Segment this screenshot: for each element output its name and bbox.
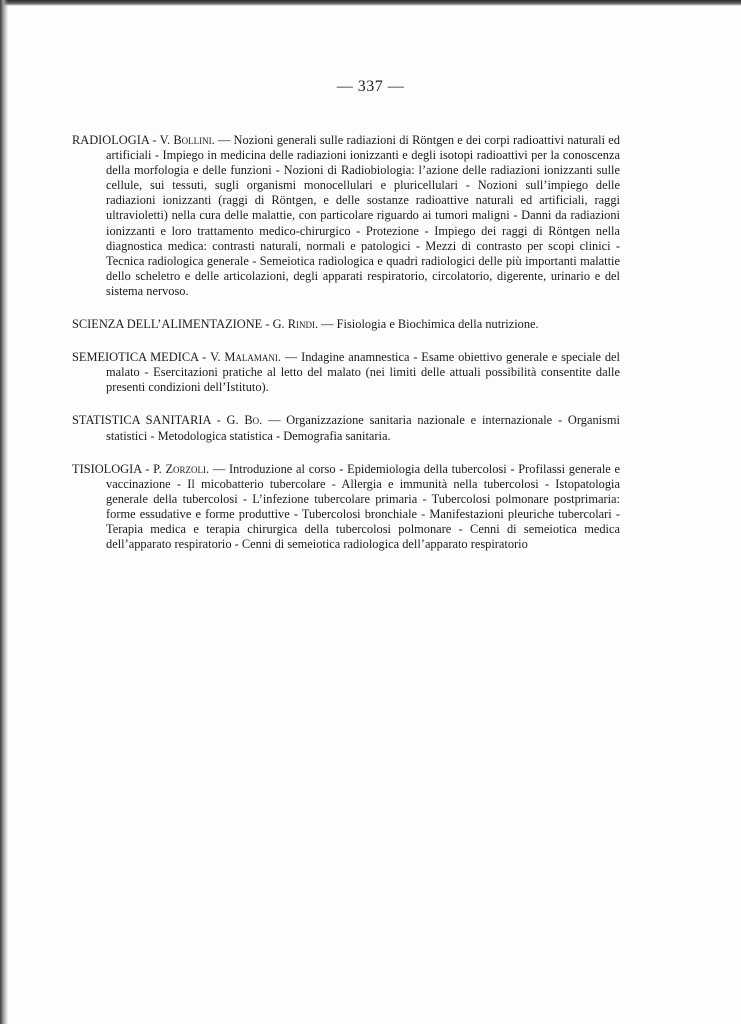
separator: - <box>262 317 273 332</box>
course-subject: SCIENZA DELL’ALIMENTAZIONE <box>72 317 263 332</box>
dash: — <box>281 350 302 365</box>
separator: - <box>141 461 154 476</box>
course-description: Fisiologia e Biochimica della nutrizione. <box>336 317 539 332</box>
course-description: Nozioni generali sulle radiazioni di Röntgen e dei corpi radioattivi naturali ed artificiali - Impiego in medicina delle radiazioni ionizzanti e degli isotopi radioattivi per la conoscenza della morfologia e delle funzioni - Nozioni di Radiobiologia: l’azione delle radiazioni ionizzanti sulle cellule, sui tessuti, sugli organismi monocellulari e pluricellulari - Nozioni sull’impiego delle radiazioni ionizzanti (raggi di Röntgen, e delle sostanze radioattive naturali ed artificiali, raggi ultravioletti) nella cura delle malattie, con particolare riguardo ai tumori maligni - Danni da radiazioni ionizzanti e loro trattamento medico-chirurgico - Protezione - Impiego dei raggi di Röntgen nella diagnostica medica: contrasti naturali, normali e patologici - Mezzi di contrasto per scopi clinici - Tecnica radiologica generale - Semeiotica radiologica e quadri radiologici delle più importanti malattie dello scheletro e delle articolazioni, degli apparati respiratorio, circolatorio, digerente, urinario e del sistema nervoso. <box>106 133 620 298</box>
separator: - <box>210 413 227 428</box>
course-teacher: G. Rindi. <box>272 317 319 332</box>
page-number: — 337 — <box>336 78 405 95</box>
course-description: Introduzione al corso - Epidemiologia della tubercolosi - Profilassi generale e vaccinazione - Il micobatterio tubercolare - Allergia e immunità nella tubercolosi - Istopatologia generale della tubercolosi - L’infezione tubercolare primaria - Tubercolosi polmonare postprimaria: forme essudative e forme produttive - Tubercolosi bronchiale - Manifestazioni pleuriche tubercolari - Terapia medica e terapia chirurgica della tubercolosi polmonare - Cenni di semeiotica medica dell’apparato respiratorio - Cenni di semeiotica radiologica dell’apparato respiratorio <box>106 461 620 552</box>
separator: - <box>198 350 211 365</box>
dash: — <box>318 317 337 332</box>
dash: — <box>262 413 287 428</box>
course-entries <box>72 133 620 552</box>
course-entry-radiologia <box>72 133 620 299</box>
dash: — <box>209 461 229 476</box>
course-entry-semeiotica-medica <box>72 350 620 395</box>
course-entry-tisiologia <box>72 462 620 553</box>
course-entry-statistica-sanitaria <box>72 413 620 443</box>
course-teacher: P. Zorzoli. <box>153 461 210 476</box>
separator: - <box>149 133 160 147</box>
course-teacher: G. Bo. <box>226 413 263 428</box>
course-description: Indagine anamnestica - Esame obiettivo generale e speciale del malato - Esercitazioni pratiche al letto del malato (nei limiti delle attuali possibilità consentite dalle presenti condizioni dell’Istituto). <box>106 350 620 395</box>
dash: — <box>214 133 234 147</box>
course-description: Organizzazione sanitaria nazionale e internazionale - Organismi statistici - Metodologica statistica - Demografia sanitaria. <box>106 413 620 443</box>
scan-left-edge <box>0 0 8 1024</box>
scan-top-edge <box>0 0 741 6</box>
course-teacher: V. Bollini. <box>159 133 215 147</box>
course-subject: SEMEIOTICA MEDICA <box>72 350 199 365</box>
course-subject: STATISTICA SANITARIA <box>72 413 211 428</box>
course-entry-scienza-alimentazione <box>72 317 620 332</box>
course-subject: TISIOLOGIA <box>72 461 142 476</box>
course-teacher: V. Malamani. <box>210 350 282 365</box>
course-subject: RADIOLOGIA <box>72 133 150 147</box>
